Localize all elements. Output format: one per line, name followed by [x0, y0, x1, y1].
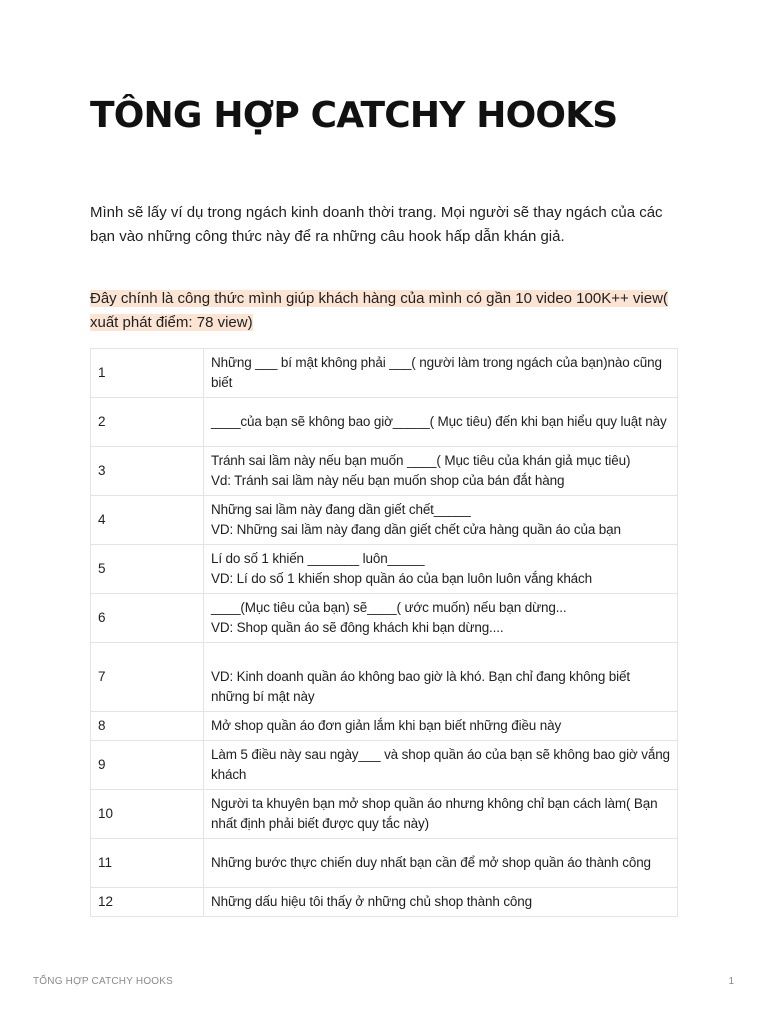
row-number-cell: 8: [91, 712, 204, 741]
row-number-cell: 5: [91, 545, 204, 594]
hook-line: Những dấu hiệu tôi thấy ở những chủ shop thành công: [211, 894, 533, 909]
table-row: [91, 349, 678, 398]
table-row: [91, 790, 678, 839]
row-number-cell: 9: [91, 741, 204, 790]
hook-text-cell: [204, 888, 678, 917]
hook-line: Lí do số 1 khiến _______ luôn_____: [211, 551, 425, 566]
hook-line: VD: Shop quần áo sẽ đông khách khi bạn dừng....: [211, 620, 504, 635]
table-row: [91, 496, 678, 545]
hook-text-cell: [204, 398, 678, 447]
hook-text-cell: [204, 496, 678, 545]
hook-line: Những sai lầm này đang dần giết chết_____: [211, 502, 471, 517]
table-row: [91, 741, 678, 790]
row-number-cell: 11: [91, 839, 204, 888]
row-number-cell: 12: [91, 888, 204, 917]
hook-text-cell: [204, 839, 678, 888]
hook-line: Mở shop quần áo đơn giản lắm khi bạn biết những điều này: [211, 718, 562, 733]
row-number-cell: 4: [91, 496, 204, 545]
table-row: [91, 447, 678, 496]
table-row: [91, 712, 678, 741]
intro-paragraph: Mình sẽ lấy ví dụ trong ngách kinh doanh thời trang. Mọi người sẽ thay ngách của các bạn vào những công thức này để ra những câu hook hấp dẫn khán giả.: [90, 204, 663, 245]
hook-line: Người ta khuyên bạn mở shop quần áo nhưng không chỉ bạn cách làm( Bạn nhất định phải biết được quy tắc này): [211, 796, 658, 831]
hook-text-cell: [204, 790, 678, 839]
table-row: [91, 643, 678, 712]
row-number-cell: 7: [91, 643, 204, 712]
hook-line: Những ___ bí mật không phải ___( người làm trong ngách của bạn)nào cũng biết: [211, 355, 662, 390]
hook-line: VD: Kinh doanh quần áo không bao giờ là khó. Bạn chỉ đang không biết những bí mật này: [211, 669, 630, 704]
hooks-table-body: [91, 349, 678, 917]
highlight-paragraph: [90, 287, 680, 334]
table-row: [91, 594, 678, 643]
hook-text-cell: [204, 712, 678, 741]
hook-line: Làm 5 điều này sau ngày___ và shop quần áo của bạn sẽ không bao giờ vắng khách: [211, 747, 670, 782]
hook-line: ____(Mục tiêu của bạn) sẽ____( ước muốn) nếu bạn dừng...: [211, 600, 567, 615]
hook-line: VD: Lí do số 1 khiến shop quần áo của bạn luôn luôn vắng khách: [211, 571, 592, 586]
hook-text-cell: [204, 643, 678, 712]
hook-line: Vd: Tránh sai lầm này nếu bạn muốn shop của bán đắt hàng: [211, 473, 565, 488]
hook-text-cell: [204, 741, 678, 790]
row-number-cell: 1: [91, 349, 204, 398]
table-row: [91, 888, 678, 917]
hook-line: [211, 647, 670, 667]
row-number-cell: 3: [91, 447, 204, 496]
footer-title: TỔNG HỢP CATCHY HOOKS: [33, 976, 174, 987]
table-row: [91, 839, 678, 888]
table-row: [91, 398, 678, 447]
table-row: [91, 545, 678, 594]
hook-line: VD: Những sai lầm này đang dần giết chết cửa hàng quần áo của bạn: [211, 522, 621, 537]
row-number-cell: 10: [91, 790, 204, 839]
hook-text-cell: [204, 545, 678, 594]
hook-line: Những bước thực chiến duy nhất bạn cần để mở shop quần áo thành công: [211, 855, 651, 870]
hook-text-cell: [204, 447, 678, 496]
hook-line: Tránh sai lầm này nếu bạn muốn ____( Mục tiêu của khán giả mục tiêu): [211, 453, 631, 468]
hook-text-cell: [204, 594, 678, 643]
row-number-cell: 2: [91, 398, 204, 447]
page-title: TÔNG HỢP CATCHY HOOKS: [90, 95, 618, 136]
hooks-table: [90, 348, 678, 917]
row-number-cell: 6: [91, 594, 204, 643]
hook-line: ____của bạn sẽ không bao giờ_____( Mục tiêu) đến khi bạn hiểu quy luật này: [211, 414, 667, 429]
footer-page-number: 1: [728, 976, 734, 987]
highlighted-text: Đây chính là công thức mình giúp khách hàng của mình có gần 10 video 100K++ view( xuất phát điểm: 78 view): [90, 290, 668, 331]
hook-text-cell: [204, 349, 678, 398]
